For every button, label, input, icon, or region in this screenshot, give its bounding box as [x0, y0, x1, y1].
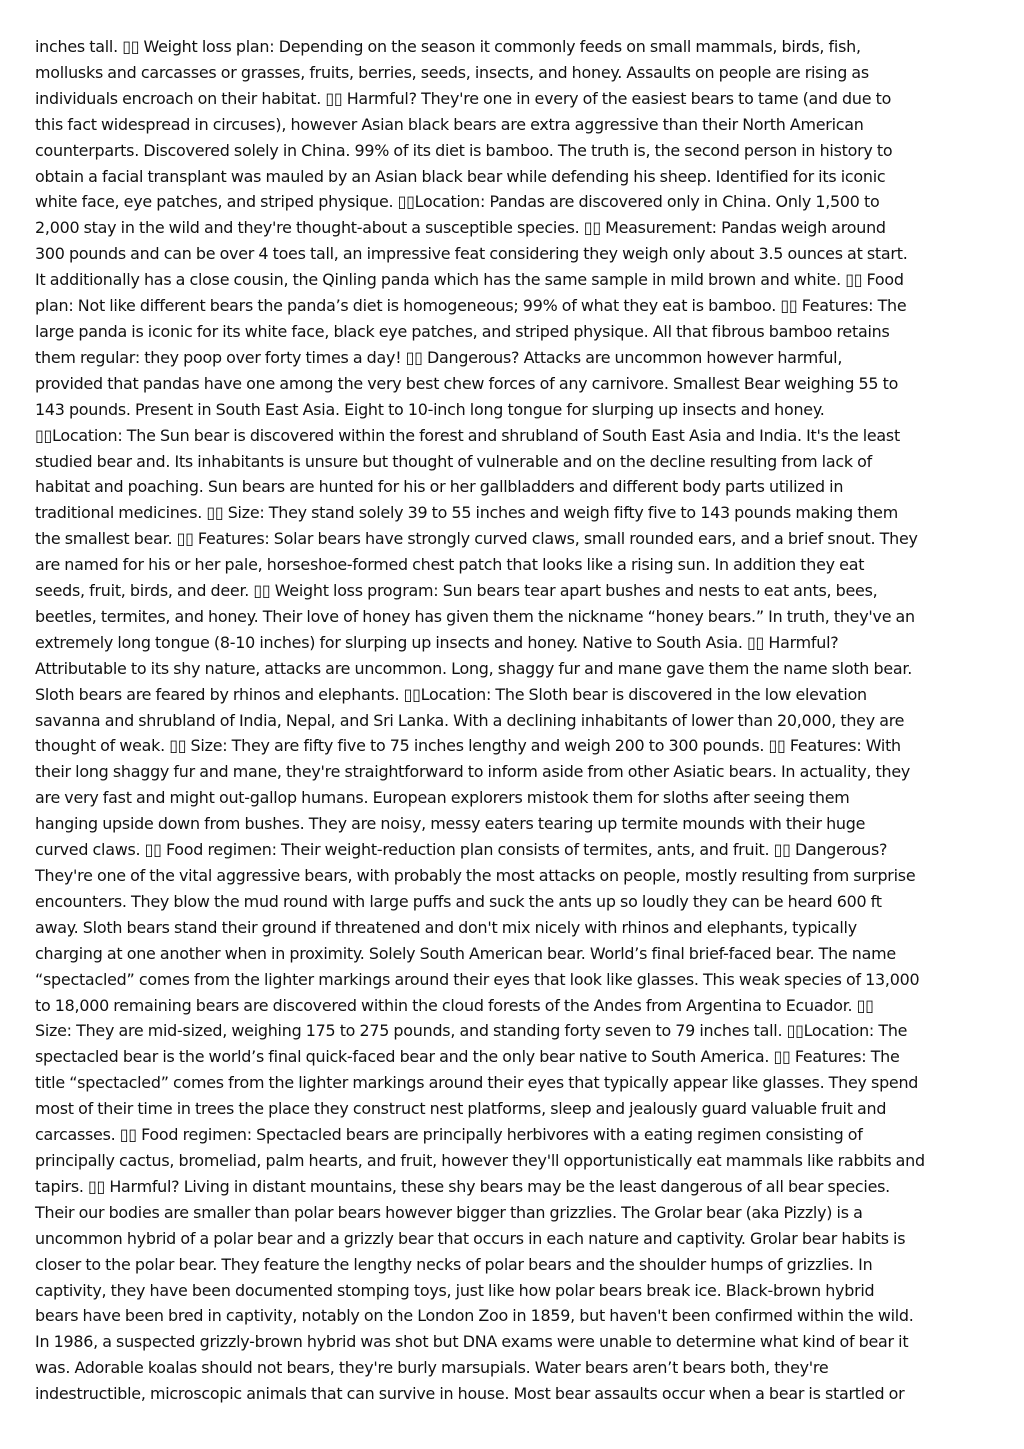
text-line: them regular: they poop over forty times a day! ▯▯ Dangerous? Attacks are uncommon however harmful, — [35, 347, 843, 367]
text-line: ▯▯Location: The Sun bear is discovered within the forest and shrubland of South East Asia and India. It's the least — [35, 425, 900, 445]
text-line: indestructible, microscopic animals that can survive in house. Most bear assaults occur when a bear is startled or — [35, 1384, 905, 1404]
text-line: hanging upside down from bushes. They are noisy, messy eaters tearing up termite mounds with their huge — [35, 814, 866, 834]
text-line: obtain a facial transplant was mauled by an Asian black bear while defending his sheep. Identified for its iconic — [35, 166, 886, 186]
text-line: provided that pandas have one among the very best chew forces of any carnivore. Smallest Bear weighing 55 to — [35, 373, 899, 393]
text-line: In 1986, a suspected grizzly-brown hybrid was shot but DNA exams were unable to determine what kind of bear it — [35, 1332, 909, 1352]
text-line: bears have been bred in captivity, notably on the London Zoo in 1859, but haven't been confirmed within the wild. — [35, 1306, 914, 1326]
text-line: large panda is iconic for its white face, black eye patches, and striped physique. All that fibrous bamboo retains — [35, 321, 890, 341]
text-line: encounters. They blow the mud round with large puffs and suck the ants up so loudly they can be heard 600 ft — [35, 891, 882, 911]
text-line: traditional medicines. ▯▯ Size: They stand solely 39 to 55 inches and weigh fifty five to 143 pounds making them — [35, 503, 898, 523]
text-line: Sloth bears are feared by rhinos and elephants. ▯▯Location: The Sloth bear is discovered in the low elevation — [35, 684, 867, 704]
text-line: are very fast and might out-gallop humans. European explorers mistook them for sloths after seeing them — [35, 788, 850, 808]
text-line: was. Adorable koalas should not bears, they're burly marsupials. Water bears aren’t bears both, they're — [35, 1358, 829, 1378]
text-line: studied bear and. Its inhabitants is unsure but thought of vulnerable and on the decline resulting from lack of — [35, 451, 872, 471]
text-line: habitat and poaching. Sun bears are hunted for his or her gallbladders and different body parts utilized in — [35, 477, 844, 497]
text-line: inches tall. ▯▯ Weight loss plan: Depending on the season it commonly feeds on small mammals, birds, fish, — [35, 37, 861, 56]
text-line: title “spectacled” comes from the lighter markings around their eyes that typically appear like glasses. They spend — [35, 1073, 919, 1093]
text-line: individuals encroach on their habitat. ▯▯ Harmful? They're one in every of the easiest bears to tame (and due to — [35, 88, 892, 108]
text-line: carcasses. ▯▯ Food regimen: Spectacled bears are principally herbivores with a eating regimen consisting of — [35, 1125, 863, 1145]
text-line: beetles, termites, and honey. Their love of honey has given them the nickname “honey bears.” In truth, they've an — [35, 606, 915, 626]
text-line: most of their time in trees the place they construct nest platforms, sleep and jealously guard valuable fruit and — [35, 1099, 887, 1119]
text-line: extremely long tongue (8-10 inches) for slurping up insects and honey. Native to South Asia. ▯▯ Harmful? — [35, 632, 839, 652]
text-line: uncommon hybrid of a polar bear and a grizzly bear that occurs in each nature and captivity. Grolar bear habits is — [35, 1228, 906, 1248]
text-line: the smallest bear. ▯▯ Features: Solar bears have strongly curved claws, small rounded ears, and a brief snout. They — [35, 529, 918, 549]
text-line: plan: Not like different bears the panda’s diet is homogeneous; 99% of what they eat is bamboo. ▯▯ Features: The — [35, 296, 907, 316]
text-line: charging at one another when in proximity. Solely South American bear. World’s final brief-faced bear. The name — [35, 943, 896, 963]
text-line: 300 pounds and can be over 4 toes tall, an impressive feat considering they weigh only about 3.5 ounces at start. — [35, 244, 908, 264]
text-line: to 18,000 remaining bears are discovered within the cloud forests of the Andes from Argentina to Ecuador. ▯▯ — [35, 995, 874, 1015]
text-line: this fact widespread in circuses), however Asian black bears are extra aggressive than their North American — [35, 114, 864, 134]
text-line: closer to the polar bear. They feature the lengthy necks of polar bears and the shoulder humps of grizzlies. In — [35, 1254, 873, 1274]
text-line: 143 pounds. Present in South East Asia. Eight to 10-inch long tongue for slurping up insects and honey. — [35, 399, 825, 419]
text-line: “spectacled” comes from the lighter markings around their eyes that look like glasses. This weak species of 13,000 — [35, 969, 920, 989]
text-line: away. Sloth bears stand their ground if threatened and don't mix nicely with rhinos and elephants, typically — [35, 917, 857, 937]
text-line: spectacled bear is the world’s final quick-faced bear and the only bear native to South America. ▯▯ Features: The — [35, 1047, 900, 1067]
text-line: It additionally has a close cousin, the Qinling panda which has the same sample in mild brown and white. ▯▯ Food — [35, 270, 904, 290]
text-line: mollusks and carcasses or grasses, fruits, berries, seeds, insects, and honey. Assaults on people are rising as — [35, 62, 869, 82]
text-line: They're one of the vital aggressive bears, with probably the most attacks on people, mostly resulting from surprise — [35, 866, 916, 885]
text-line: Attributable to its shy nature, attacks are uncommon. Long, shaggy fur and mane gave them the name sloth bear. — [35, 658, 913, 678]
text-line: white face, eye patches, and striped physique. ▯▯Location: Pandas are discovered only in China. Only 1,500 to — [35, 192, 880, 212]
text-line: Their our bodies are smaller than polar bears however bigger than grizzlies. The Grolar bear (aka Pizzly) is a — [35, 1202, 863, 1222]
text-line: their long shaggy fur and mane, they're straightforward to inform aside from other Asiatic bears. In actuality, they — [35, 762, 911, 782]
text-line: captivity, they have been documented stomping toys, just like how polar bears break ice. Black-brown hybrid — [35, 1280, 875, 1300]
article-body — [35, 34, 995, 1407]
text-line: savanna and shrubland of India, Nepal, and Sri Lanka. With a declining inhabitants of lower than 20,000, they are — [35, 710, 905, 730]
text-line: are named for his or her pale, horseshoe-formed chest patch that looks like a rising sun. In addition they eat — [35, 555, 865, 575]
text-line: 2,000 stay in the wild and they're thought-about a susceptible species. ▯▯ Measurement: Pandas weigh around — [35, 218, 886, 238]
text-line: principally cactus, bromeliad, palm hearts, and fruit, however they'll opportunistically eat mammals like rabbits and — [35, 1150, 925, 1170]
text-line: counterparts. Discovered solely in China. 99% of its diet is bamboo. The truth is, the second person in history to — [35, 140, 893, 160]
text-line: tapirs. ▯▯ Harmful? Living in distant mountains, these shy bears may be the least dangerous of all bear species. — [35, 1176, 890, 1196]
text-line: seeds, fruit, birds, and deer. ▯▯ Weight loss program: Sun bears tear apart bushes and nests to eat ants, bees, — [35, 581, 878, 601]
text-line: thought of weak. ▯▯ Size: They are fifty five to 75 inches lengthy and weigh 200 to 300 pounds. ▯▯ Features: With — [35, 736, 901, 756]
text-line: curved claws. ▯▯ Food regimen: Their weight-reduction plan consists of termites, ants, and fruit. ▯▯ Dangerous? — [35, 840, 888, 860]
text-line: Size: They are mid-sized, weighing 175 to 275 pounds, and standing forty seven to 79 inches tall. ▯▯Location: The — [35, 1021, 908, 1041]
